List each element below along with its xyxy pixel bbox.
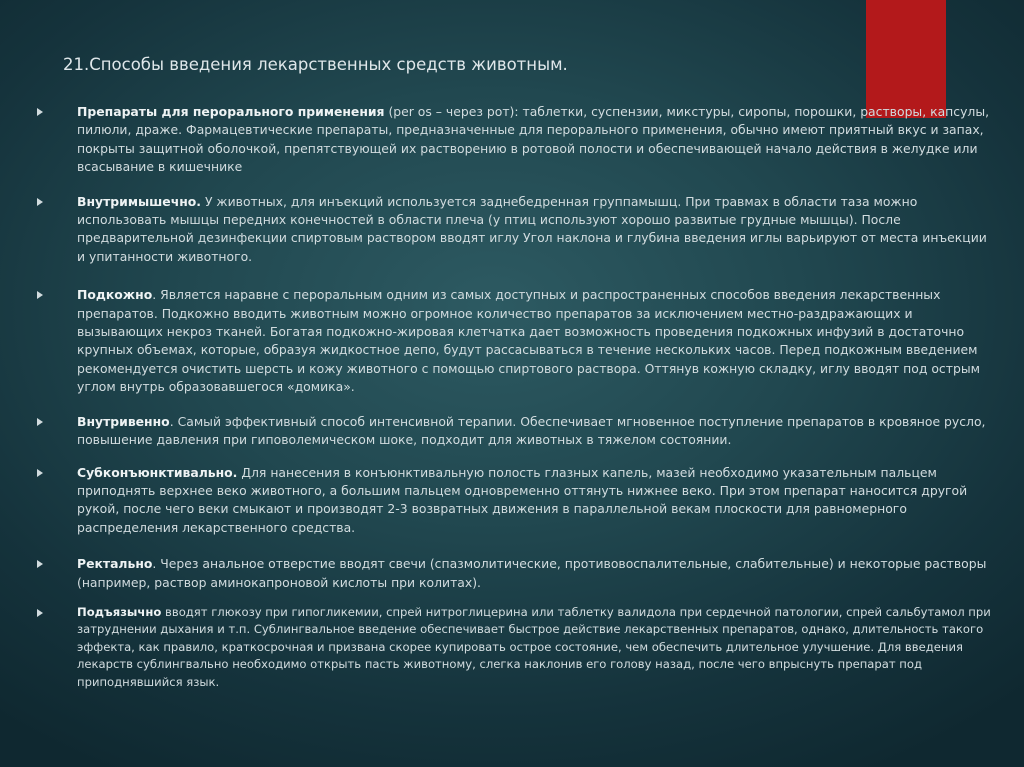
bullet-oral (37, 103, 997, 177)
bullet-lead: Субконъюнктивально. (77, 464, 238, 480)
bullet-lead: Внутривенно (77, 413, 170, 429)
bullet-lead: Подъязычно (77, 604, 162, 619)
bullet-arrow-icon (37, 418, 43, 426)
bullet-intramuscular (37, 193, 997, 267)
bullet-arrow-icon (37, 198, 43, 206)
bullet-arrow-icon (37, 609, 43, 617)
bullet-lead: Препараты для перорального применения (77, 104, 385, 119)
bullet-subcutaneous (37, 286, 997, 396)
bullet-intravenous (37, 413, 997, 450)
bullet-arrow-icon (37, 469, 43, 477)
bullet-text: Для нанесения в конъюнктивальную полость глазных капель, мазей необходимо указательным пальцем приподнять верхнее веко животного, а большим пальцем одновременно оттянуть нижнее веко. При этом препарат наносится другой рукой, после чего веки смыкают и производят 2-3 возвратных движения в параллельной векам плоскости для равномерного распределения лекарственного средства. (77, 464, 968, 535)
bullet-text: . Является наравне с пероральным одним из самых доступных и распространенных способов введения лекарственных препаратов. Подкожно вводить животным можно огромное количество препаратов за исключением местно-раздражающих и вызывающих некроз тканей. Богатая подкожно-жировая клетчатка дает возможность проведения подкожных инфузий в достаточно крупных объемах, которые, образуя жидкостное депо, будут рассасываться в течение нескольких часов. Перед подкожным введением рекомендуется очистить шерсть и кожу животного с помощью спиртового раствора. Оттянув кожную складку, иглу вводят под острым углом внутрь образовавшегося «домика». (77, 287, 980, 395)
bullet-text: (per os – через рот): таблетки, суспензии, микстуры, сиропы, порошки, растворы, капсулы, пилюли, драже. Фармацевтические препараты, предназначенные для перорального применения, обычно имеют приятный вкус и запах, покрыты защитной оболочкой, препятствующей их растворению в ротовой полости и обеспечивающей начало действия в желудке или всасывание в кишечнике (77, 104, 990, 175)
bullet-lead: Внутримышечно. (77, 193, 201, 209)
bullet-text: вводят глюкозу при гипогликемии, спрей нитроглицерина или таблетку валидола при сердечной патологии, спрей сальбутамол при затруднении дыхания и т.п. Сублингвальное введение обеспечивает быстрое действие лекарственных препаратов, однако, длительность такого эффекта, как правило, краткосрочная и призвана скорее купировать острое состояние, чем обеспечить длительное улучшение. Для введения лекарств сублингвально необходимо открыть пасть животному, слегка наклонив его голову назад, после чего впрыснуть препарат под приподнявшийся язык. (77, 604, 991, 689)
bullet-list (37, 103, 997, 691)
bullet-text: У животных, для инъекций используется заднебедренная группамышц. При травмах в области таза можно использовать мышцы передних конечностей в области плеча (у птиц используют хорошо развитые грудные мышцы). После предварительной дезинфекции спиртовым раствором вводят иглу Угол наклона и глубина введения иглы варьируют от места инъекции и упитанности животного. (77, 193, 987, 264)
bullet-text: . Через анальное отверстие вводят свечи (спазмолитические, противовоспалительные, слабительные) и некоторые растворы (например, раствор аминокапроновой кислоты при колитах). (77, 556, 987, 590)
bullet-arrow-icon (37, 291, 43, 299)
bullet-rectal (37, 555, 997, 592)
slide-title: 21.Способы введения лекарственных средств животным. (63, 55, 568, 74)
bullet-lead: Ректально (77, 556, 153, 572)
bullet-sublingual (37, 604, 997, 692)
bullet-lead: Подкожно (77, 287, 153, 303)
bullet-subconjunctival (37, 464, 997, 538)
bullet-text: . Самый эффективный способ интенсивной терапии. Обеспечивает мгновенное поступление препаратов в кровяное русло, повышение давления при гиповолемическом шоке, подходит для животных в тяжелом состоянии. (77, 413, 986, 448)
bullet-arrow-icon (37, 108, 43, 116)
bullet-arrow-icon (37, 560, 43, 568)
